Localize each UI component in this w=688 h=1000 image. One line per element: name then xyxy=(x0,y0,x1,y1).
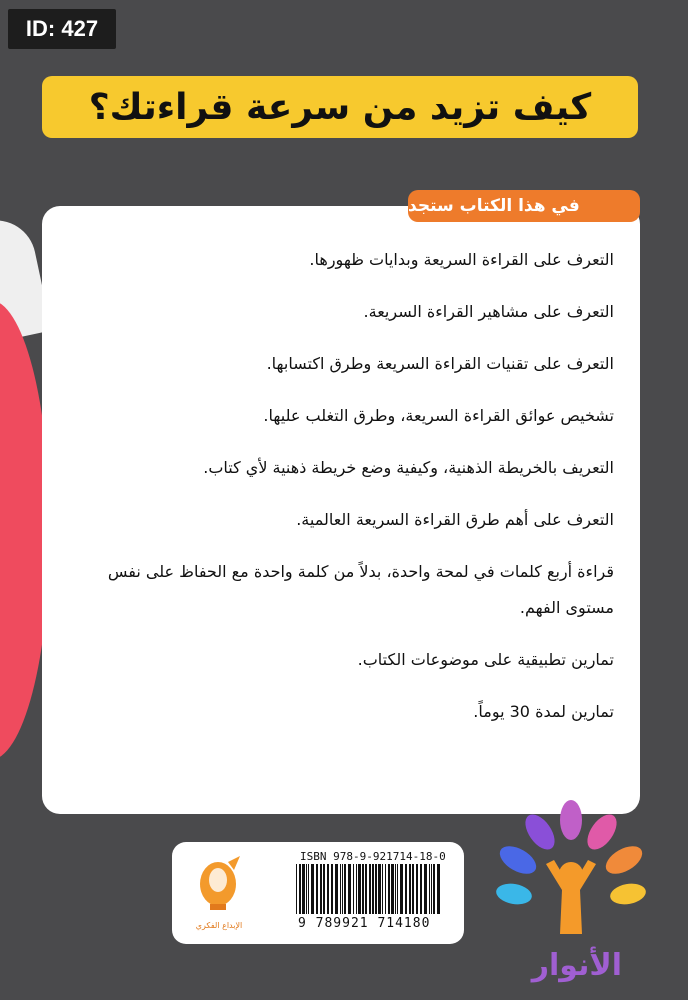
publisher-logo xyxy=(190,854,248,934)
barcode-bar xyxy=(316,864,318,914)
barcode-bar xyxy=(397,864,398,914)
barcode-bar xyxy=(299,864,301,914)
barcode-panel xyxy=(172,842,464,944)
barcode xyxy=(296,864,442,914)
barcode-bar xyxy=(308,864,309,914)
barcode-bar xyxy=(431,864,432,914)
barcode-bar xyxy=(372,864,374,914)
list-item: التعرف على تقنيات القراءة السريعة وطرق اكتسابها. xyxy=(266,354,614,373)
barcode-bar xyxy=(424,864,427,914)
barcode-bar xyxy=(409,864,411,914)
barcode-bar xyxy=(388,864,390,914)
barcode-bar xyxy=(348,864,351,914)
svg-text:الإبداع الفكري: الإبداع الفكري xyxy=(195,921,243,930)
barcode-bar xyxy=(405,864,407,914)
book-title: كيف تزيد من سرعة قراءتك؟ xyxy=(42,76,638,138)
list-item: التعرف على القراءة السريعة وبدايات ظهورها. xyxy=(309,250,614,269)
barcode-bar xyxy=(356,864,357,914)
barcode-bar xyxy=(342,864,343,914)
list-item: تمارين لمدة 30 يوماً. xyxy=(473,702,614,721)
barcode-bar xyxy=(416,864,418,914)
barcode-bar xyxy=(391,864,394,914)
barcode-bar xyxy=(302,864,305,914)
barcode-bar xyxy=(378,864,381,914)
barcode-bar xyxy=(340,864,341,914)
barcode-bar xyxy=(395,864,396,914)
list-item: التعريف بالخريطة الذهنية، وكيفية وضع خريطة ذهنية لأي كتاب. xyxy=(203,458,614,477)
barcode-bar xyxy=(306,864,307,914)
barcode-bar xyxy=(311,864,314,914)
contents-card xyxy=(42,206,640,814)
list-item: التعرف على أهم طرق القراءة السريعة العالمية. xyxy=(296,510,614,529)
barcode-bar xyxy=(353,864,354,914)
barcode-bar xyxy=(335,864,338,914)
barcode-bar xyxy=(400,864,403,914)
barcode-bar xyxy=(369,864,371,914)
barcode-bar xyxy=(420,864,422,914)
barcode-bar xyxy=(433,864,435,914)
barcode-bar xyxy=(429,864,430,914)
list-item: تشخيص عوائق القراءة السريعة، وطرق التغلب عليها. xyxy=(263,406,614,425)
list-item: قراءة أربع كلمات في لمحة واحدة، بدلاً من كلمة واحدة مع الحفاظ على نفس مستوى الفهم. xyxy=(107,562,614,617)
contents-list xyxy=(68,242,614,730)
barcode-bar xyxy=(382,864,383,914)
list-item: التعرف على مشاهير القراءة السريعة. xyxy=(363,302,614,321)
barcode-bar xyxy=(375,864,377,914)
barcode-bar xyxy=(296,864,297,914)
barcode-bar xyxy=(344,864,346,914)
list-item: تمارين تطبيقية على موضوعات الكتاب. xyxy=(357,650,614,669)
card-tag: في هذا الكتاب ستجد xyxy=(408,190,640,222)
barcode-bar xyxy=(331,864,333,914)
barcode-bar xyxy=(358,864,361,914)
barcode-bar xyxy=(362,864,364,914)
barcode-bar xyxy=(327,864,329,914)
id-badge: ID: 427 xyxy=(8,9,116,49)
barcode-bar xyxy=(323,864,325,914)
barcode-digits: 9 789921 714180 xyxy=(298,916,431,931)
barcode-bar xyxy=(365,864,367,914)
brand-label: الأنوار xyxy=(531,948,622,983)
barcode-bar xyxy=(437,864,440,914)
barcode-bar xyxy=(412,864,414,914)
barcode-bar xyxy=(385,864,386,914)
barcode-bar xyxy=(320,864,322,914)
isbn-text: ISBN 978-9-921714-18-0 xyxy=(300,850,446,863)
